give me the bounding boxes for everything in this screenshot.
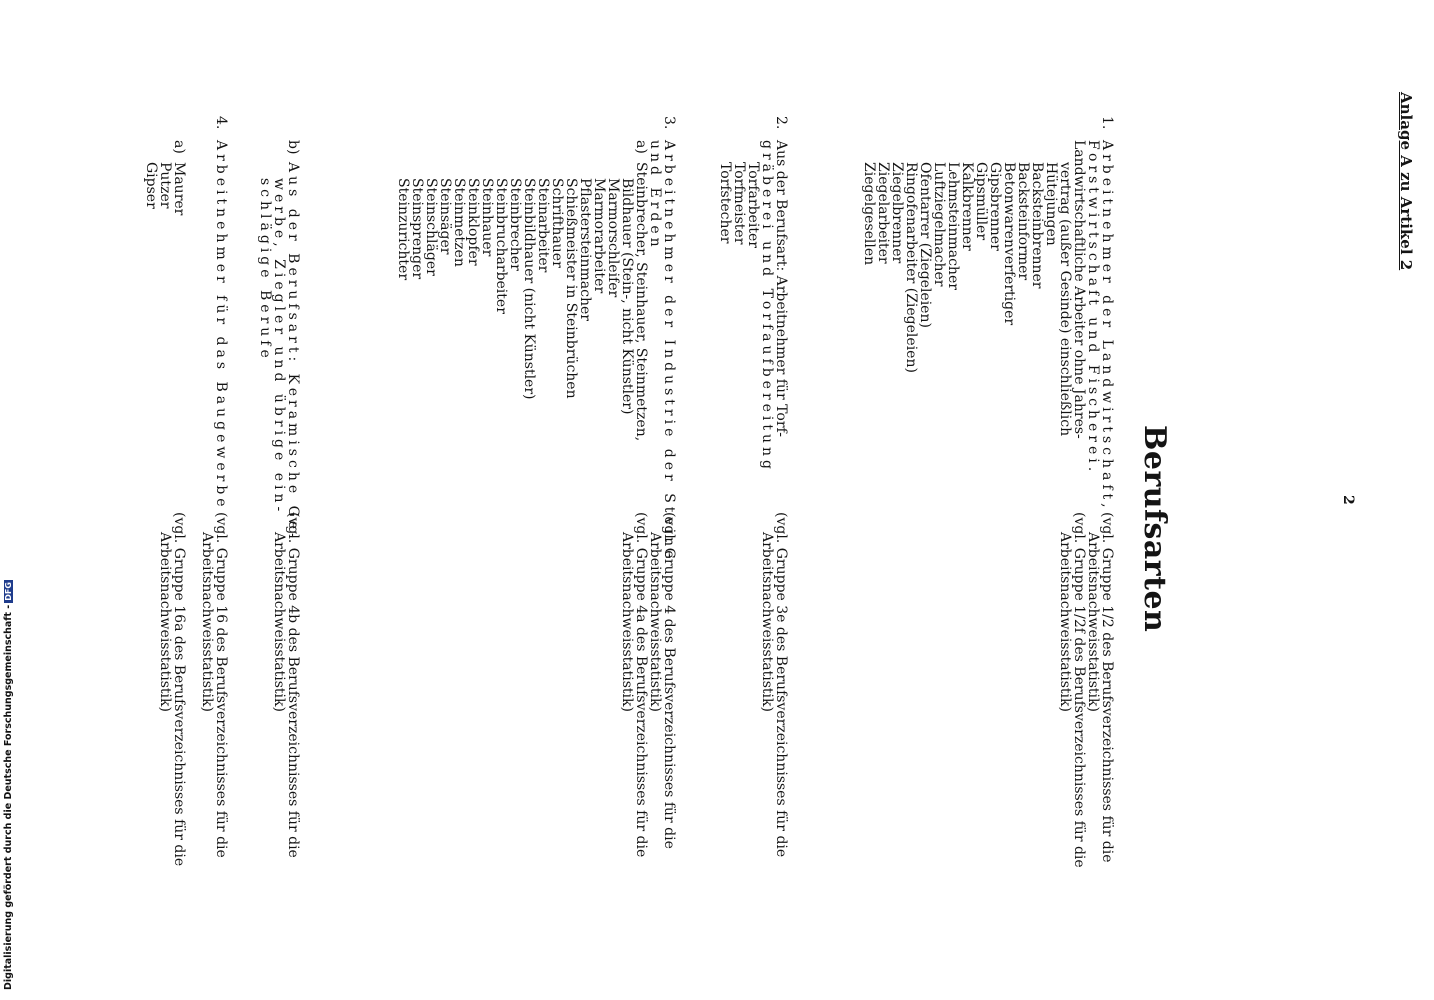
reference: Arbeitsnachweisstatistik) xyxy=(619,532,635,712)
list-item: Gipser xyxy=(143,162,159,209)
page-title: Berufsarten xyxy=(1137,425,1172,633)
reference: (vgl. Gruppe 16a des Berufsverzeichnisses für die xyxy=(171,512,187,867)
list-item: Backsteinbrenner xyxy=(1029,162,1045,289)
list-item: Steinhauer xyxy=(479,178,495,257)
reference: (vgl. Gruppe 4 des Berufsverzeichnisses für die xyxy=(661,512,677,849)
list-item: Schrifthauer xyxy=(549,178,565,268)
reference: (vgl. Gruppe 3e des Berufsverzeichnisses für die xyxy=(773,512,789,858)
list-item: Ziegelgesellen xyxy=(861,162,877,266)
attachment-header: Anlage A zu Artikel 2 xyxy=(1397,92,1415,271)
sub-label: a) xyxy=(171,140,187,154)
list-item: Torfmeister xyxy=(731,162,747,245)
reference: (vgl. Gruppe 16 des Berufsverzeichnisses für die xyxy=(213,512,229,858)
group-number: 3. xyxy=(661,116,677,130)
list-item: Marmorarbeiter xyxy=(591,178,607,294)
reference: (vgl. Gruppe 4b des Berufsverzeichnisses für die xyxy=(285,512,301,858)
group-heading: Arbeitnehmer der Landwirtschaft, xyxy=(1099,140,1115,512)
digitization-note-text: Digitalisierung gefördert durch die Deutsche Forschungsgemeinschaft - xyxy=(3,604,14,990)
list-item: Gipsbrenner xyxy=(987,162,1003,251)
sub-heading: Aus der Berufsart: Keramische Ge- xyxy=(285,162,301,542)
list-item: Putzer xyxy=(157,162,173,209)
group-number: 4. xyxy=(213,116,229,130)
list-item: Luftziegelmacher xyxy=(931,162,947,287)
digitization-note xyxy=(3,580,14,990)
group-heading: Forstwirtschaft und Fischerei. xyxy=(1085,140,1101,476)
list-item: Kalkbrenner xyxy=(959,162,975,251)
list-item: Betonwarenverfertiger xyxy=(1001,162,1017,326)
sub-heading: Bildhauer (Stein-, nicht Künstler) xyxy=(619,178,635,415)
list-item: Steinbrucharbeiter xyxy=(493,178,509,314)
list-item: vertrag (außer Gesinde) einschließlich xyxy=(1057,162,1073,437)
list-item: Torfstecher xyxy=(717,162,733,244)
list-item: Landwirtschaftliche Arbeiter ohne Jahres- xyxy=(1071,140,1087,439)
group-number: 1. xyxy=(1099,116,1115,130)
list-item: Backsteinformer xyxy=(1015,162,1031,281)
list-item: Pflastersteinmacher xyxy=(577,178,593,321)
group-heading: und Erden xyxy=(647,140,663,251)
group-heading: gräberei und Torfaufbereitung xyxy=(759,140,775,474)
reference: Arbeitsnachweisstatistik) xyxy=(271,532,287,712)
sub-heading: werbe, Ziegler und übrige ein- xyxy=(271,178,287,516)
list-item: Ofentarrer (Ziegeleien) xyxy=(917,162,933,328)
group-heading: Arbeitnehmer für das Baugewerbe xyxy=(213,140,229,511)
sub-label: a) xyxy=(633,140,649,154)
list-item: Ringofenarbeiter (Ziegeleien) xyxy=(903,162,919,373)
reference: Arbeitsnachweisstatistik) xyxy=(1085,532,1101,712)
group-number: 2. xyxy=(773,116,789,130)
reference: Arbeitsnachweisstatistik) xyxy=(199,532,215,712)
list-item: Steinzurichter xyxy=(395,178,411,281)
group-heading: Arbeitnehmer der Industrie der Steine xyxy=(661,140,677,563)
sub-heading: Steinbrecher, Steinhauer, Steinmetzen, xyxy=(633,162,649,442)
reference: Arbeitsnachweisstatistik) xyxy=(157,532,173,712)
list-item: Steinarbeiter xyxy=(535,178,551,273)
list-item: Torfarbeiter xyxy=(745,162,761,248)
list-item: Maurer xyxy=(171,162,187,216)
reference: (vgl. Gruppe 1/2f des Berufsverzeichnisses für die xyxy=(1071,512,1087,868)
list-item: Lehmsteinmacher xyxy=(945,162,961,290)
list-item: Marmorschleifer xyxy=(605,178,621,298)
list-item: Schießmeister in Steinbrüchen xyxy=(563,178,579,399)
reference: Arbeitsnachweisstatistik) xyxy=(759,532,775,712)
list-item: Steinschläger xyxy=(423,178,439,276)
reference: Arbeitsnachweisstatistik) xyxy=(1057,532,1073,712)
reference: (vgl. Gruppe 1/2 des Berufsverzeichnisses für die xyxy=(1099,512,1115,863)
list-item: Steinsäger xyxy=(437,178,453,255)
sub-label: b) xyxy=(285,140,301,155)
group-heading: Aus der Berufsart: Arbeitnehmer für Torf- xyxy=(773,140,789,437)
list-item: Ziegelarbeiter xyxy=(875,162,891,264)
list-item: Hütejungen xyxy=(1043,162,1059,246)
page-number: 2 xyxy=(1340,495,1356,505)
reference: Arbeitsnachweisstatistik) xyxy=(647,532,663,712)
list-item: Ziegelbrenner xyxy=(889,162,905,264)
list-item: Steinbildhauer (nicht Künstler) xyxy=(521,178,537,400)
sub-heading: schlägige Berufe xyxy=(257,178,273,362)
list-item: Steinsprenger xyxy=(409,178,425,280)
reference: (vgl. Gruppe 4a des Berufsverzeichnisses für die xyxy=(633,512,649,858)
list-item: Steinklopfer xyxy=(465,178,481,266)
list-item: Steinbrecher xyxy=(507,178,523,271)
dfg-logo: DFG xyxy=(4,582,13,601)
list-item: Steinmetzen xyxy=(451,178,467,267)
list-item: Gipsmüller xyxy=(973,162,989,241)
